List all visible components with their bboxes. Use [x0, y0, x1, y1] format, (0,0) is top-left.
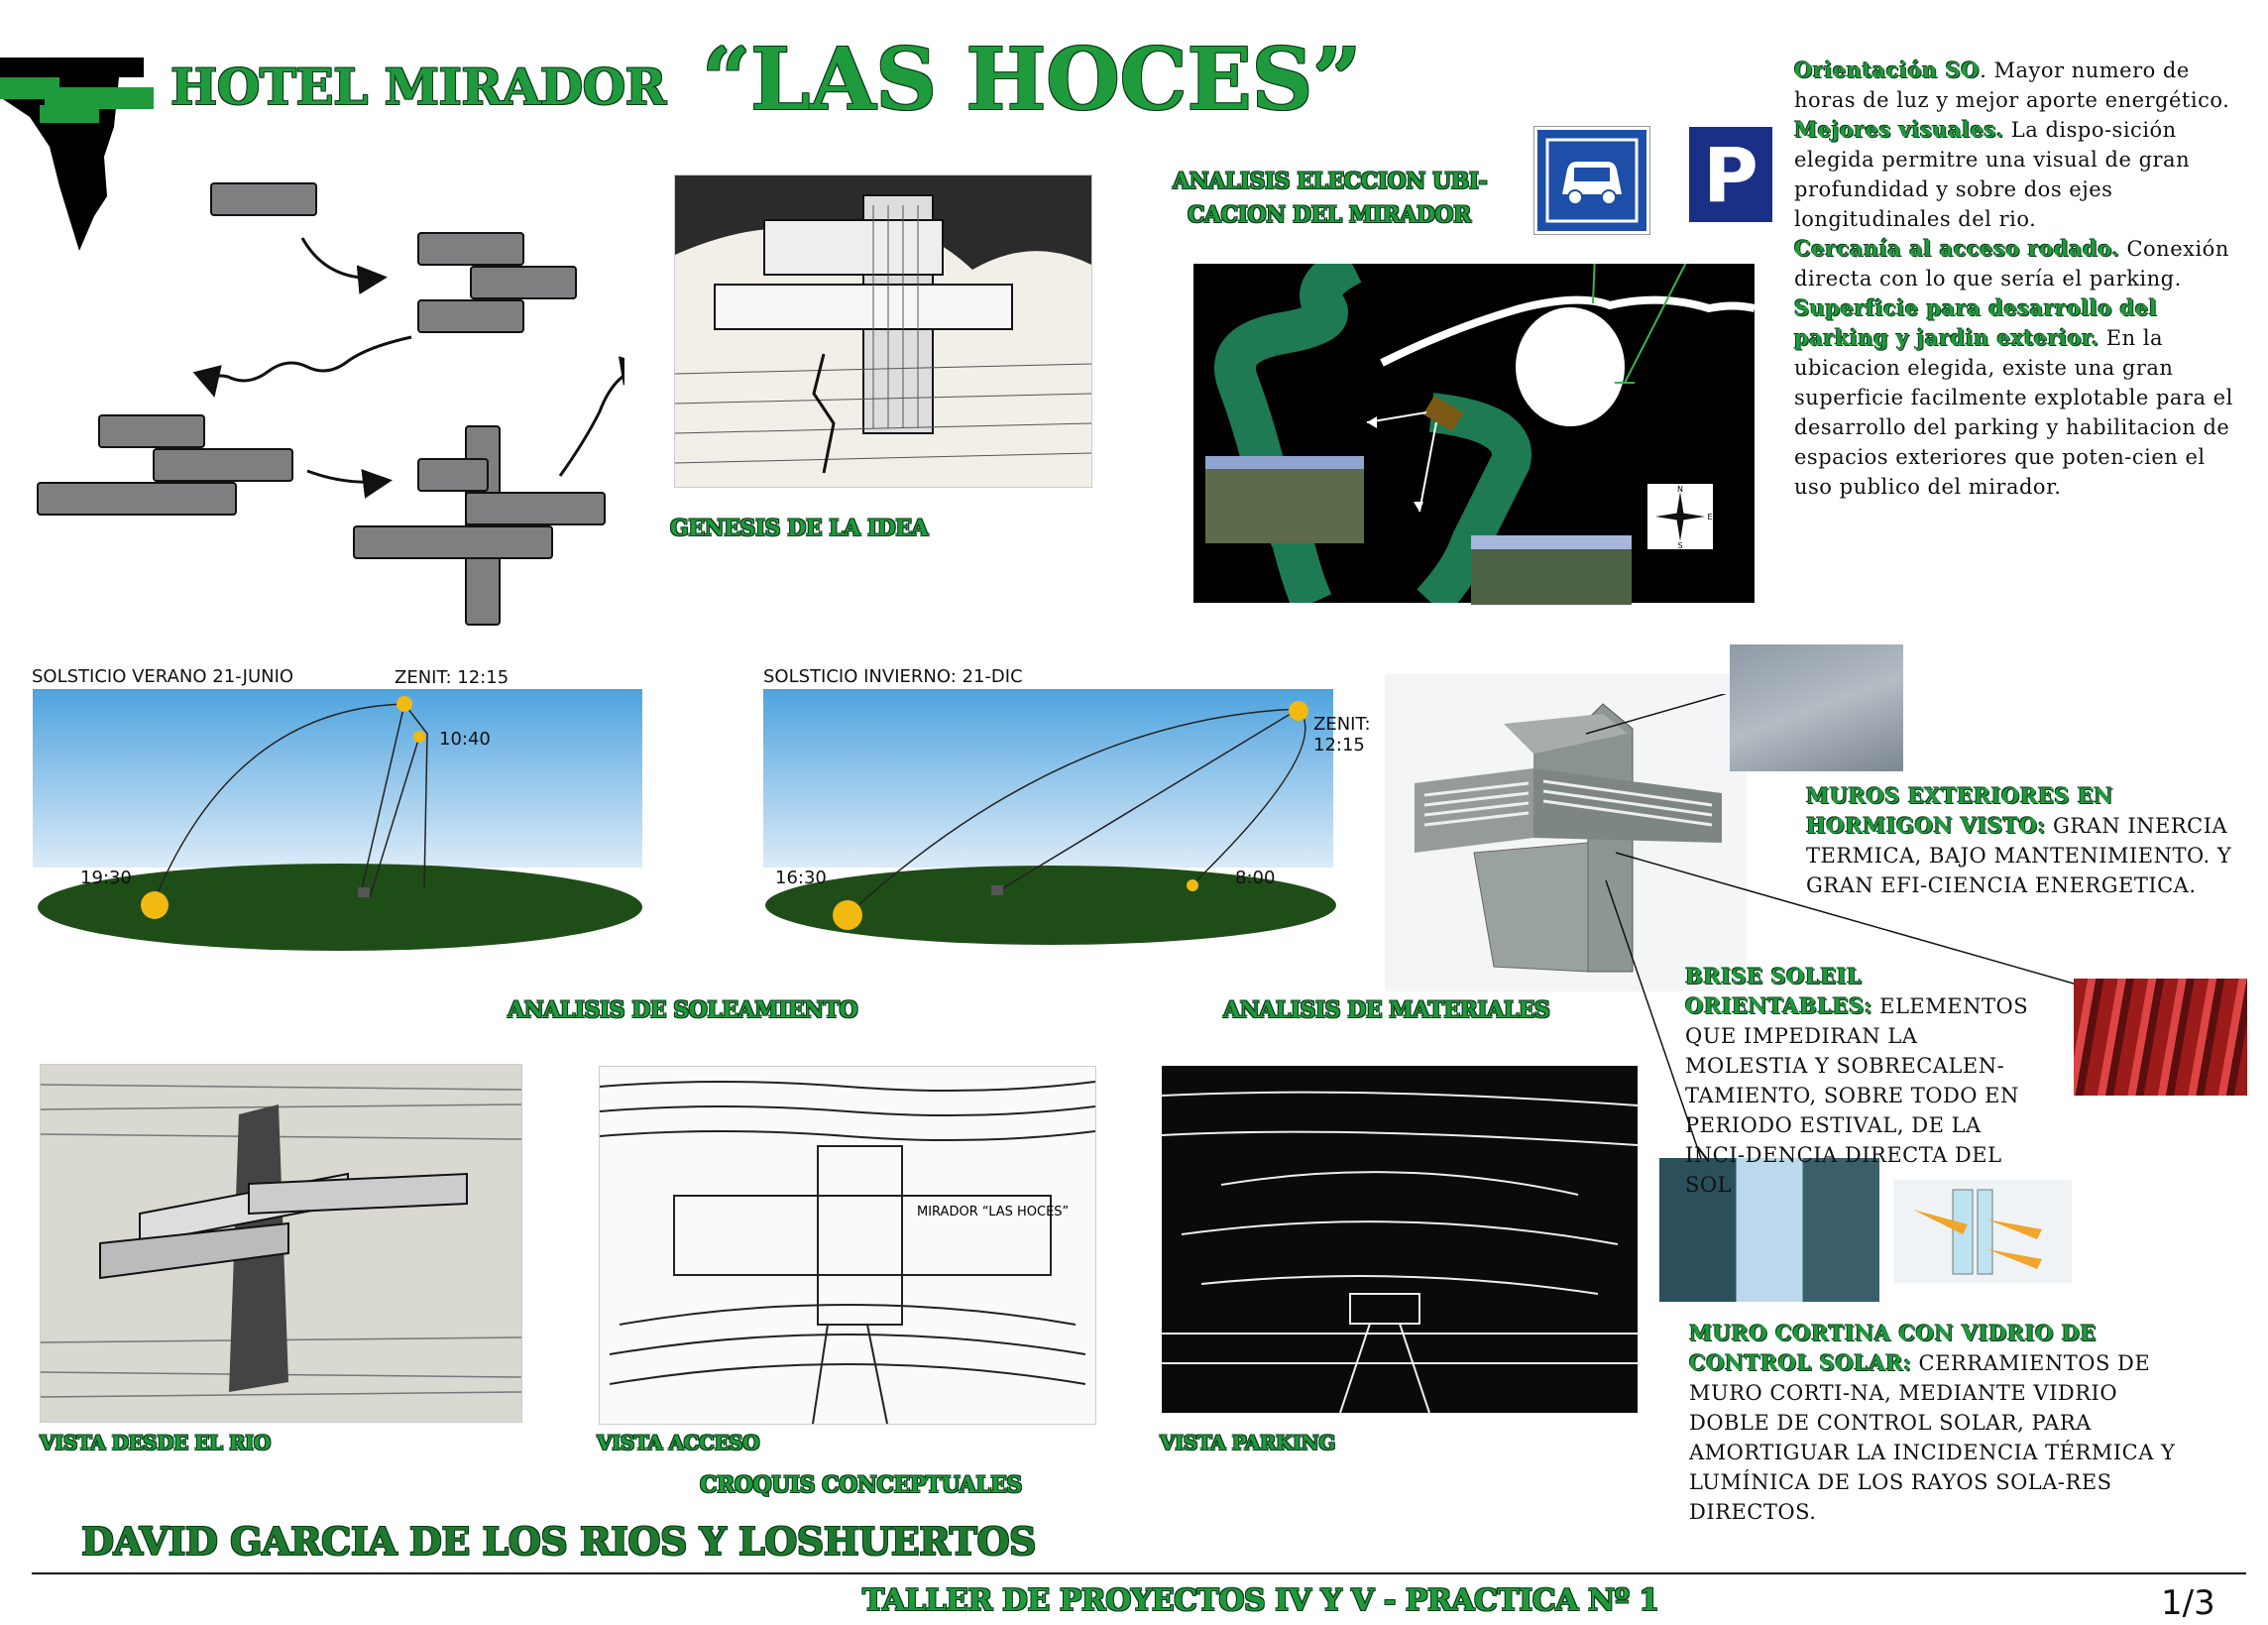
winter-zenit: ZENIT: 12:15 [1313, 714, 1371, 755]
brise-text: BRISE SOLEIL ORIENTABLES: ELEMENTOS QUE IMPEDIRAN LA MOLESTIA Y SOBRECALEN-TAMIENTO, SOBRE TODO EN PERIODO ESTIVAL, DE LA INCI-DENCIA DIRECTA DEL SOL [1685, 964, 2029, 1197]
brise-soleil-photo [2074, 979, 2247, 1096]
winter-time-1: 16:30 [775, 868, 827, 888]
genesis-caption: GENESIS DE LA IDEA [670, 516, 929, 541]
winter-sun-diagram [763, 689, 1371, 957]
muros-text: MUROS EXTERIORES EN HORMIGON VISTO: GRAN INERCIA TERMICA, BAJO MANTENIMIENTO. Y GRAN EFI-CIENCIA ENERGETICA. [1806, 783, 2232, 897]
summer-time-1: 10:40 [439, 729, 491, 750]
summer-title: SOLSTICIO VERANO 21-JUNIO [32, 666, 294, 687]
side-text-orientation: Orientación SO. Mayor numero de horas de luz y mejor aporte energético. [1794, 58, 2230, 112]
compass-e: E [1707, 513, 1713, 522]
page-number: 1/3 [2161, 1583, 2215, 1623]
materiales-caption: ANALISIS DE MATERIALES [1223, 997, 1550, 1023]
parking-letter: P [1703, 130, 1758, 219]
vista-acceso-caption: VISTA ACCESO [597, 1431, 760, 1454]
author-name: DAVID GARCIA DE LOS RIOS Y LOSHUERTOS [81, 1519, 1036, 1564]
vista-rio-caption: VISTA DESDE EL RIO [40, 1431, 271, 1454]
footer-rule [32, 1572, 2246, 1574]
location-caption-1: ANALISIS ELECCION UBI- [1173, 169, 1488, 194]
summer-zenit: ZENIT: 12:15 [395, 667, 510, 688]
aerial-photo-1 [1205, 456, 1364, 543]
sketch-label: MIRADOR “LAS HOCES” [917, 1205, 1070, 1219]
sketch-river [40, 1064, 522, 1423]
side-text-superficie: Superficie para desarrollo del parking y jardin exterior. En la ubicacion elegida, existe una gran superficie facilmente explotable para el desarrollo del parking y habilitacion de espacios exteriores que poten-cien el uso publico del mirador. [1794, 295, 2233, 499]
location-map [1193, 264, 1755, 603]
las-hoces-title: “LAS HOCES” [702, 30, 1361, 130]
compass-n: N [1677, 485, 1683, 494]
winter-title: SOLSTICIO INVIERNO: 21-DIC [763, 666, 1023, 687]
summer-time-2: 19:30 [80, 868, 132, 888]
winter-time-2: 8:00 [1235, 868, 1276, 888]
location-caption-2: CACION DEL MIRADOR [1188, 202, 1471, 228]
car-road-sign [1534, 127, 1649, 234]
sketch-parking [1162, 1066, 1638, 1413]
soleamiento-caption: ANALISIS DE SOLEAMIENTO [508, 997, 858, 1023]
aerial-photo-2 [1471, 535, 1632, 605]
course-title: TALLER DE PROYECTOS IV Y V - PRACTICA Nº 1 [862, 1583, 1659, 1618]
compass-rose [1647, 484, 1713, 549]
parking-sign [1689, 127, 1772, 222]
side-text [1794, 56, 2245, 502]
sketch-access [599, 1066, 1096, 1425]
compass-s: S [1677, 541, 1683, 549]
croquis-caption: CROQUIS CONCEPTUALES [700, 1472, 1022, 1498]
side-text-visuales: Mejores visuales. La dispo-sición elegida permitre una visual de gran profundidad y sobre dos ejes longitudinales del rio. [1794, 117, 2191, 231]
genesis-diagram [30, 174, 624, 639]
vista-parking-caption: VISTA PARKING [1160, 1431, 1335, 1454]
side-text-acceso: Cercanía al acceso rodado. Conexión directa con lo que sería el parking. [1794, 236, 2229, 290]
genesis-sketch [674, 174, 1092, 488]
hotel-title: HOTEL MIRADOR [170, 58, 666, 116]
muro-cortina-text: MURO CORTINA CON VIDRIO DE CONTROL SOLAR: CERRAMIENTOS DE MURO CORTI-NA, MEDIANTE VIDRIO DOBLE DE CONTROL SOLAR, PARA AMORTIGUAR LA INCIDENCIA TÉRMICA Y LUMÍNICA DE LOS RAYOS SOLA-RES DIRECTOS. [1689, 1321, 2176, 1524]
